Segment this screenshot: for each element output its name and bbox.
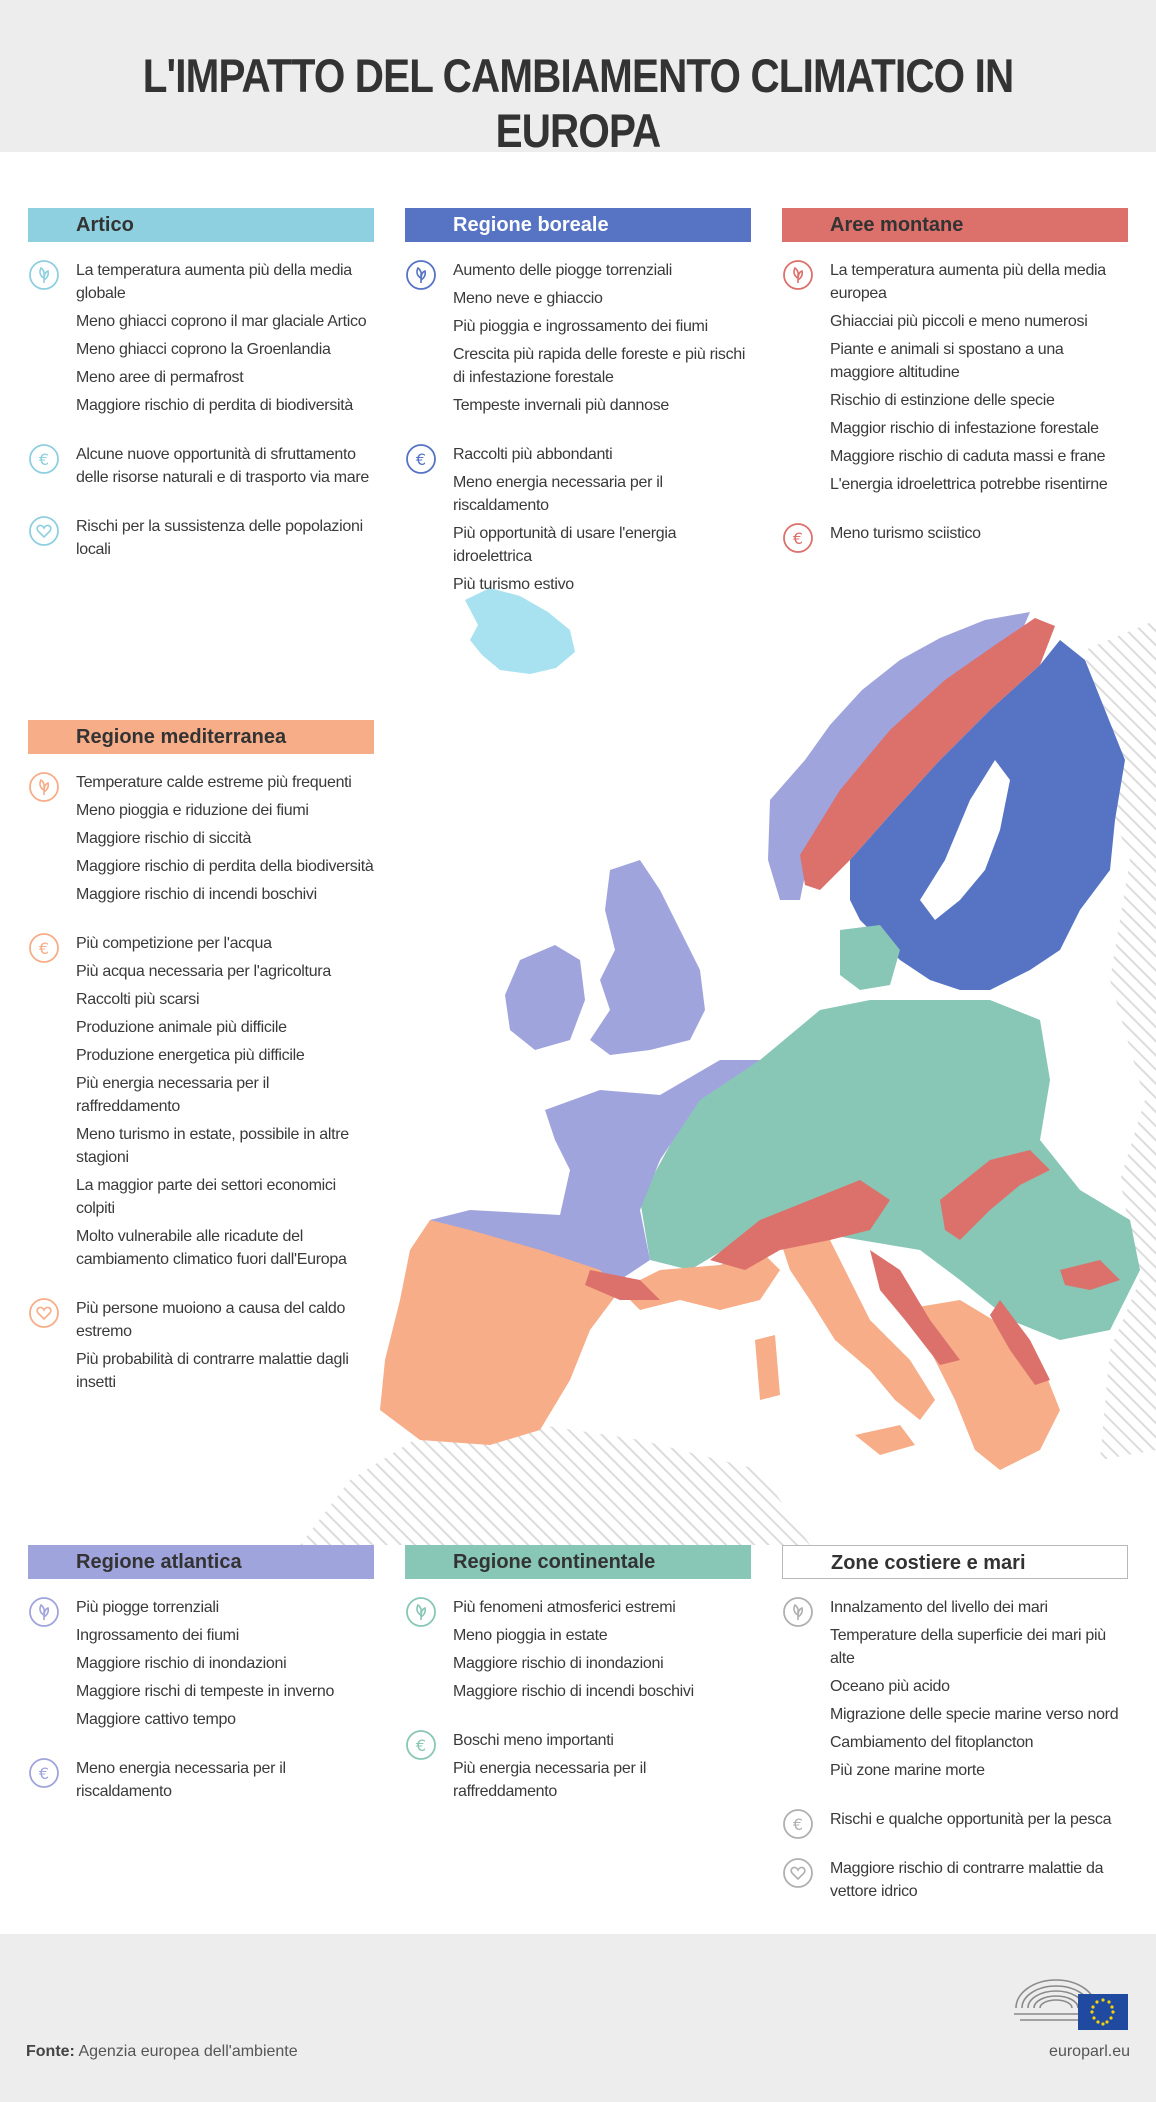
leaf-icon [405,259,437,291]
list-item: Più opportunità di usare l'energia idroelettrica [453,525,677,565]
list-item: Più pioggia e ingrossamento dei fiumi [453,318,708,335]
leaf-icon [28,1596,60,1628]
list-item: Crescita più rapida delle foreste e più rischi di infestazione forestale [453,346,746,386]
list-item: Migrazione delle specie marine verso nord [830,1706,1119,1723]
sardinia-shape [755,1335,780,1400]
list-item: Più energia necessaria per il raffreddamento [453,1760,647,1800]
heart-icon [782,1857,814,1889]
region-costiere [782,1545,1128,1908]
group-environment [782,1596,1128,1782]
euro-icon [28,443,60,475]
list-item: Maggiore rischio di siccità [76,830,252,847]
list-item: Maggiore rischio di incendi boschivi [453,1683,694,1700]
euro-icon [782,1808,814,1840]
euro-icon [28,932,60,964]
leaf-icon [782,259,814,291]
group-environment [405,1596,751,1703]
list-item: La maggior parte dei settori economici colpiti [76,1177,336,1217]
euro-icon [405,1729,437,1761]
list-item: Maggiore rischio di inondazioni [76,1655,287,1672]
list-item: Più piogge torrenziali [76,1599,219,1616]
page-title: L'IMPATTO DEL CAMBIAMENTO CLIMATICO IN EUROPA [142,49,1014,157]
list-item: Meno aree di permafrost [76,369,244,386]
leaf-icon [28,771,60,803]
list-item: Maggiore rischio di perdita della biodiversità [76,858,374,875]
list-item: Raccolti più abbondanti [453,446,613,463]
list-item: Cambiamento del fitoplancton [830,1734,1034,1751]
group-health [782,1857,1128,1903]
list-item: Meno energia necessaria per il riscaldamento [453,474,663,514]
region-title: Regione boreale [405,208,751,242]
list-item: Maggiore rischi di tempeste in inverno [76,1683,335,1700]
source-text: Agenzia europea dell'ambiente [78,2043,298,2060]
list-item: Tempeste invernali più dannose [453,397,670,414]
source-label: Fonte: [26,2043,75,2060]
list-item: Più acqua necessaria per l'agricoltura [76,963,331,980]
list-item: Più probabilità di contrarre malattie dagli insetti [76,1351,349,1391]
list-item: Maggiore cattivo tempo [76,1711,236,1728]
leaf-icon [28,259,60,291]
svg-text:€: € [38,1764,50,1783]
group-environment [28,1596,374,1731]
ireland-shape [505,945,585,1050]
region-title: Regione atlantica [28,1545,374,1579]
heart-icon [28,1297,60,1329]
list-item: Temperature della superficie dei mari più alte [830,1627,1106,1667]
list-item: Maggiore rischio di contrarre malattie da vettore idrico [830,1860,1104,1900]
group-economy [28,932,374,1271]
britain-shape [590,860,705,1055]
hatched-area-south [300,1425,810,1545]
region-montane [782,208,1128,550]
list-item: Boschi meno importanti [453,1732,614,1749]
region-title: Regione mediterranea [28,720,374,754]
region-title: Aree montane [782,208,1128,242]
group-environment [28,259,374,417]
group-economy [28,1757,374,1803]
list-item: Meno energia necessaria per il riscaldamento [76,1760,286,1800]
list-item: Più turismo estivo [453,576,574,593]
region-title: Artico [28,208,374,242]
svg-text:€: € [38,939,50,958]
group-economy [782,522,1128,548]
list-item: Produzione energetica più difficile [76,1047,305,1064]
leaf-icon [405,1596,437,1628]
source-note [26,2043,298,2061]
list-item: Più zone marine morte [830,1762,985,1779]
list-item: Meno pioggia e riduzione dei fiumi [76,802,309,819]
group-economy [28,443,374,489]
footer [0,1934,1156,2102]
list-item: Più fenomeni atmosferici estremi [453,1599,676,1616]
list-item: Maggiore rischio di caduta massi e frane [830,448,1106,465]
site-link[interactable]: europarl.eu [1049,2043,1130,2060]
list-item: Temperature calde estreme più frequenti [76,774,352,791]
group-environment [405,259,751,417]
european-parliament-logo [1012,1968,1130,2032]
list-item: Piante e animali si spostano a una maggiore altitudine [830,341,1064,381]
group-health [28,1297,374,1394]
heart-icon [28,515,60,547]
list-item: Meno turismo in estate, possibile in altre stagioni [76,1126,349,1166]
list-item: Meno ghiacci coprono la Groenlandia [76,341,331,358]
euro-icon [405,443,437,475]
header [0,0,1156,157]
list-item: Meno neve e ghiaccio [453,290,603,307]
region-mediterranea [28,720,374,1399]
italy-shape [780,1240,935,1420]
list-item: Più energia necessaria per il raffreddamento [76,1075,270,1115]
list-item: Raccolti più scarsi [76,991,200,1008]
leaf-icon [782,1596,814,1628]
list-item: Molto vulnerabile alle ricadute del cambiamento climatico fuori dall'Europa [76,1228,347,1268]
list-item: Maggiore rischio di incendi boschivi [76,886,317,903]
svg-text:€: € [415,450,427,469]
list-item: Maggiore rischio di perdita di biodiversità [76,397,354,414]
group-economy [782,1808,1128,1834]
svg-text:€: € [415,1736,427,1755]
region-atlantica [28,1545,374,1808]
list-item: Oceano più acido [830,1678,950,1695]
group-health [28,515,374,561]
svg-text:€: € [792,529,804,548]
list-item: Ghiacciai più piccoli e meno numerosi [830,313,1088,330]
list-item: Ingrossamento dei fiumi [76,1627,239,1644]
list-item: La temperatura aumenta più della media europea [830,262,1106,302]
list-item: Alcune nuove opportunità di sfruttamento delle risorse naturali e di trasporto via mare [76,446,370,486]
group-economy [405,1729,751,1803]
list-item: Aumento delle piogge torrenziali [453,262,672,279]
list-item: Meno turismo sciistico [830,525,981,542]
region-continentale [405,1545,751,1808]
list-item: Più persone muoiono a causa del caldo estremo [76,1300,346,1340]
list-item: Meno ghiacci coprono il mar glaciale Artico [76,313,367,330]
svg-text:€: € [792,1815,804,1834]
region-artico [28,208,374,566]
list-item: Produzione animale più difficile [76,1019,287,1036]
group-economy [405,443,751,596]
list-item: Rischi per la sussistenza delle popolazioni locali [76,518,363,558]
group-environment [782,259,1128,496]
svg-text:€: € [38,450,50,469]
group-environment [28,771,374,906]
region-boreale [405,208,751,601]
euro-icon [782,522,814,554]
euro-icon [28,1757,60,1789]
sicily-shape [855,1425,915,1455]
list-item: Rischi e qualche opportunità per la pesca [830,1811,1112,1828]
region-title: Regione continentale [405,1545,751,1579]
list-item: Meno pioggia in estate [453,1627,608,1644]
list-item: Maggior rischio di infestazione forestale [830,420,1099,437]
region-title: Zone costiere e mari [782,1545,1128,1579]
list-item: Rischio di estinzione delle specie [830,392,1055,409]
list-item: La temperatura aumenta più della media globale [76,262,352,302]
list-item: Maggiore rischio di inondazioni [453,1655,664,1672]
list-item: Innalzamento del livello dei mari [830,1599,1048,1616]
list-item: Più competizione per l'acqua [76,935,272,952]
list-item: L'energia idroelettrica potrebbe risentirne [830,476,1108,493]
